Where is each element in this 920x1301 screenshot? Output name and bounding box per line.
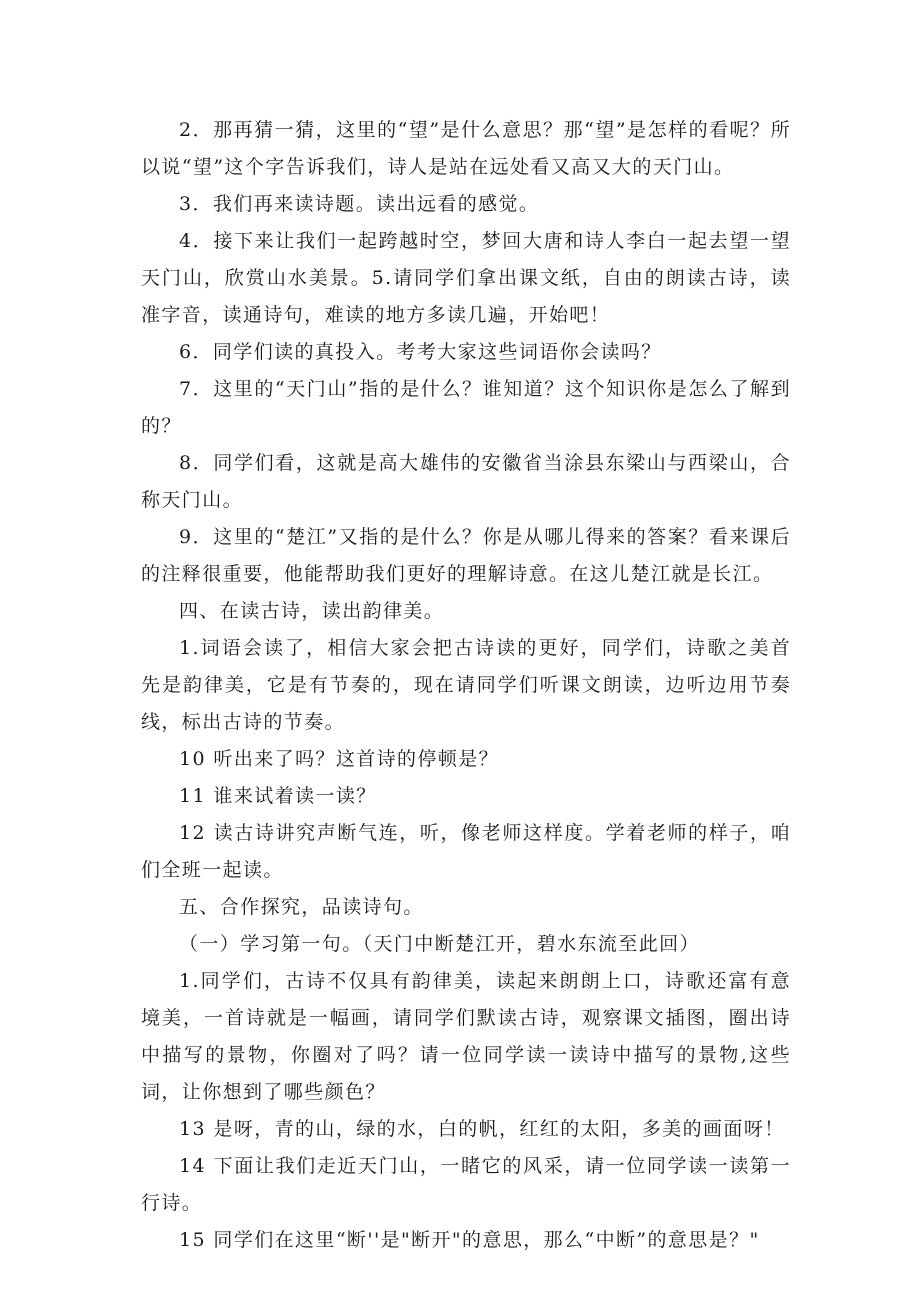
paragraph-4: 6．同学们读的真投入。考考大家这些词语你会读吗？ — [179, 341, 662, 363]
paragraph-2: 3．我们再来读诗题。读出远看的感觉。 — [179, 193, 540, 215]
paragraph-16: 13 是呀，青的山，绿的水，白的帆，红红的太阳，多美的画面呀！ — [179, 1118, 785, 1140]
paragraph-5: 7．这里的“天门山”指的是什么？谁知道？这个知识你是怎么了解到的？ — [141, 378, 791, 437]
paragraph-1: 2．那再猜一猜，这里的“望”是什么意思？那“望”是怎样的看呢？所以说“望”这个字告诉我们，诗人是站在远处看又高又大的天门山。 — [141, 119, 791, 178]
subsection-heading-1: （一）学习第一句。（天门中断楚江开，碧水东流至此回） — [179, 933, 700, 955]
paragraph-12: 12 读古诗讲究声断气连，听，像老师这样度。学着老师的样子，咱们全班一起读。 — [141, 822, 791, 881]
document-page — [141, 112, 791, 1259]
paragraph-17: 14 下面让我们走近天门山，一睹它的风采，请一位同学读一读第一行诗。 — [141, 1155, 791, 1214]
paragraph-7: 9．这里的“楚江”又指的是什么？你是从哪儿得来的答案？看来课后的注释很重要，他能帮助我们更好的理解诗意。在这儿楚江就是长江。 — [141, 526, 791, 585]
paragraph-9: 1.词语会读了，相信大家会把古诗读的更好，同学们，诗歌之美首先是韵律美，它是有节奏的，现在请同学们听课文朗读，边听边用节奏线，标出古诗的节奏。 — [141, 637, 791, 733]
paragraph-15: 1.同学们，古诗不仅具有韵律美，读起来朗朗上口，诗歌还富有意境美，一首诗就是一幅画，请同学们默读古诗，观察课文插图，圈出诗中描写的景物，你圈对了吗？请一位同学读一读诗中描写的景物,这些词，让你想到了哪些颜色？ — [141, 970, 791, 1103]
paragraph-10: 10 听出来了吗？这首诗的停顿是？ — [179, 748, 500, 770]
paragraph-18: 15 同学们在这里“断''是"断开"的意思，那么“中断”的意思是？" — [179, 1229, 760, 1251]
section-heading-5: 五、合作探究，品读诗句。 — [179, 896, 424, 918]
section-heading-4: 四、在读古诗，读出韵律美。 — [179, 600, 445, 622]
paragraph-3: 4．接下来让我们一起跨越时空，梦回大唐和诗人李白一起去望一望天门山，欣赏山水美景。5.请同学们拿出课文纸，自由的朗读古诗，读准字音，读通诗句，难读的地方多读几遍，开始吧！ — [141, 230, 791, 326]
paragraph-11: 11 谁来试着读一读？ — [179, 785, 377, 807]
paragraph-6: 8．同学们看，这就是高大雄伟的安徽省当涂县东梁山与西梁山，合称天门山。 — [141, 452, 791, 511]
